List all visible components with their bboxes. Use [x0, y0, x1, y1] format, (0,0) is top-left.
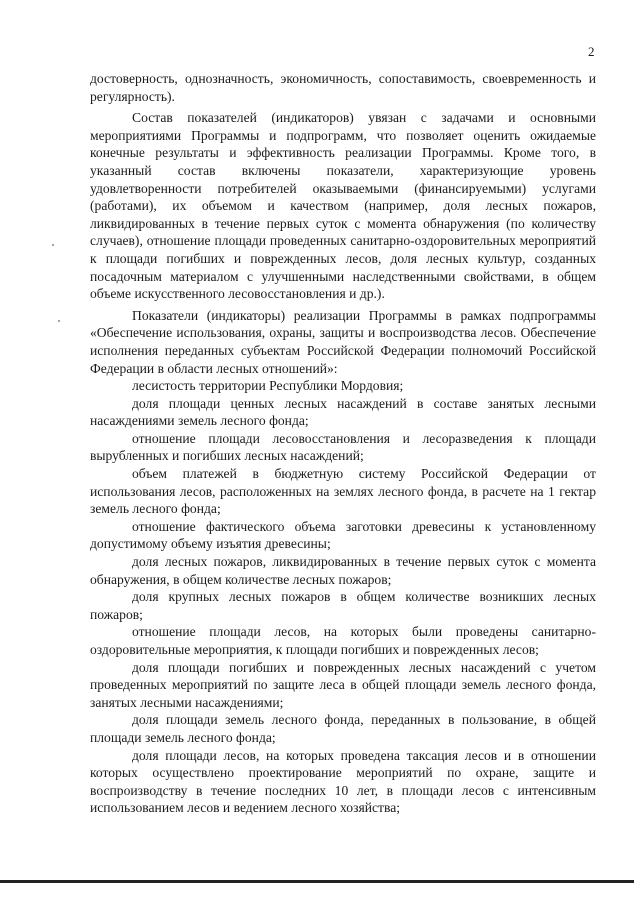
list-item-valuable-stands: доля площади ценных лесных насаждений в составе занятых лесными насаждениями земель лесного фонда; — [90, 395, 596, 429]
list-item-fires-first-day: доля лесных пожаров, ликвидированных в течение первых суток с момента обнаружения, в общем количестве лесных пожаров; — [90, 554, 596, 587]
scan-speck — [52, 244, 54, 246]
list-item-reforestation-ratio: отношение площади лесовосстановления и лесоразведения к площади вырубленных и погибших лесных насаждений; — [90, 430, 596, 464]
list-item-land-in-use: доля площади земель лесного фонда, переданных в пользование, в общей площади земель лесного фонда; — [90, 712, 596, 745]
scan-speck — [58, 320, 60, 322]
list-item-forest-coverage: лесистость территории Республики Мордовия; — [132, 378, 404, 394]
page-number: 2 — [588, 44, 595, 59]
list-item-large-fires: доля крупных лесных пожаров в общем количестве возникших лесных пожаров; — [90, 589, 596, 622]
list-item-budget-payments: объем платежей в бюджетную систему Российской Федерации от использования лесов, расположенных на землях лесного фонда, в расчете на 1 гектар земель лесного фонда; — [90, 466, 596, 517]
document-body — [90, 70, 596, 817]
paragraph-indicator-composition: Состав показателей (индикаторов) увязан с задачами и основными мероприятиями Программы и подпрограмм, что позволяет оценить ожидаемые конечные результаты и эффективность реализации Программы. Кроме того, в указанный состав включены показатели, характеризующие уровень удовлетворенности потребителей оказываемыми (финансируемыми) услугами (работами), их объемом и качеством (например, доля лесных пожаров, ликвидированных в течение первых суток с момента обнаружения (по количеству случаев), отношение площади проведенных санитарно-оздоровительных мероприятий к площади погибших и поврежденных лесов, доля лесных культур, созданных посадочным материалом с улучшенными наследственными свойствами, в общем объеме искусственного лесовосстановления и др.). — [90, 110, 596, 302]
list-item-sanitary-measures: отношение площади лесов, на которых были проведены санитарно-оздоровительные мероприятия, к площади погибших и поврежденных лесов; — [90, 624, 596, 657]
scan-bottom-edge — [0, 880, 634, 883]
list-item-damaged-stands: доля площади погибших и поврежденных лесных насаждений с учетом проведенных мероприятий по защите леса в общей площади земель лесного фонда, занятых лесными насаждениями; — [90, 659, 596, 710]
list-item-harvest-ratio: отношение фактического объема заготовки древесины к установленному допустимому объему изъятия древесины; — [90, 518, 596, 552]
paragraph-criteria-tail: достоверность, однозначность, экономичность, сопоставимость, своевременность и регулярность). — [90, 71, 596, 104]
list-item-inventory-area: доля площади лесов, на которых проведена таксация лесов и в отношении которых осуществлено проектирование мероприятий по охране, защите и воспроизводству в течение последних 10 лет, в площади лесов с интенсивным использованием лесов и ведением лесного хозяйства; — [90, 747, 596, 816]
paragraph-subprogram-indicators: Показатели (индикаторы) реализации Программы в рамках подпрограммы «Обеспечение использования, охраны, защиты и воспроизводства лесов. Обеспечение исполнения переданных субъектам Российской Федерации полномочий Российской Федерации в области лесных отношений»: — [90, 307, 596, 376]
